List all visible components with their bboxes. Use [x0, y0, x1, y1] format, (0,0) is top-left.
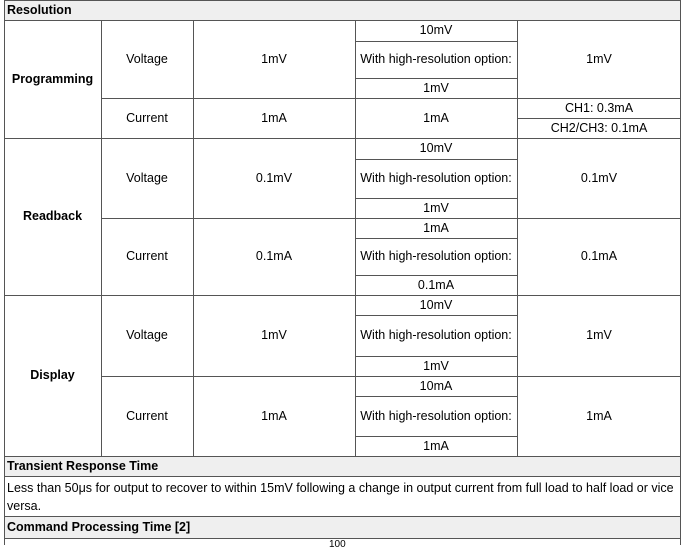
rule: [355, 356, 517, 357]
programming-current-resolution: 1mA: [261, 110, 287, 125]
readback-current-standard: 1mA: [423, 220, 449, 235]
readback-current-option-note: With high-resolution option:: [360, 249, 512, 263]
readback-current-high-res: 0.1mA: [417, 277, 455, 292]
rule: [4, 538, 681, 539]
readback-voltage-standard: 10mV: [419, 141, 453, 155]
readback-voltage-option-note: With high-resolution option:: [360, 171, 512, 185]
display-voltage-standard: 10mV: [419, 297, 453, 312]
transient-title: Transient Response Time: [7, 459, 159, 473]
rule: [355, 41, 517, 42]
rule: [355, 159, 517, 160]
rule: [355, 238, 517, 239]
readback-voltage-col5: 0.1mV: [580, 170, 618, 185]
programming-voltage-option-note: With high-resolution option:: [360, 52, 512, 66]
rule: [101, 218, 681, 219]
col-rule: [355, 20, 356, 456]
group-label-display: Display: [30, 368, 75, 382]
rule: [4, 295, 681, 296]
resolution-header: [4, 0, 681, 20]
group-label-readback: Readback: [22, 209, 83, 223]
transient-description: Less than 50μs for output to recover to within 15mV following a change in output current from full load to half load or vice versa.: [7, 481, 674, 513]
rule: [4, 20, 681, 21]
display-voltage-resolution: 1mV: [261, 328, 287, 342]
resolution-title: Resolution: [7, 3, 72, 17]
display-current-high-res: 1mA: [423, 438, 449, 453]
rule: [355, 78, 517, 79]
rule: [355, 275, 517, 276]
programming-current-ch2-ch3: CH2/CH3: 0.1mA: [550, 120, 648, 135]
display-voltage-col5: 1mV: [586, 328, 612, 342]
rule: [4, 456, 681, 457]
next-line-peek: 100: [329, 539, 346, 550]
transient-header: [4, 456, 681, 476]
col-rule: [193, 20, 194, 456]
border-left: [4, 0, 5, 545]
rule: [355, 436, 517, 437]
rule: [101, 98, 681, 99]
programming-current-label: Current: [126, 110, 168, 125]
programming-voltage-col5: 1mV: [586, 51, 612, 66]
display-current-col5: 1mA: [586, 408, 612, 423]
programming-current-ch1: CH1: 0.3mA: [564, 100, 634, 115]
display-current-label: Current: [126, 408, 168, 423]
border-top: [4, 0, 681, 1]
display-current-option-note: With high-resolution option:: [360, 408, 512, 423]
readback-voltage-resolution: 0.1mV: [255, 170, 293, 185]
rule: [4, 138, 681, 139]
rule: [101, 376, 681, 377]
readback-voltage-label: Voltage: [126, 170, 168, 185]
display-current-standard: 10mA: [419, 378, 453, 393]
rule: [355, 198, 517, 199]
readback-current-col5: 0.1mA: [580, 249, 618, 263]
col-rule: [101, 20, 102, 456]
programming-voltage-label: Voltage: [126, 51, 168, 66]
programming-voltage-resolution: 1mV: [261, 51, 287, 66]
spec-table: [4, 0, 681, 550]
readback-current-resolution: 0.1mA: [255, 249, 293, 263]
command-title: Command Processing Time [2]: [7, 520, 191, 534]
rule: [4, 476, 681, 477]
command-header: [4, 516, 681, 538]
rule: [355, 396, 517, 397]
rule: [4, 516, 681, 517]
display-voltage-label: Voltage: [126, 328, 168, 342]
display-current-resolution: 1mA: [261, 408, 287, 423]
col-rule: [517, 20, 518, 456]
display-voltage-option-note: With high-resolution option:: [360, 328, 512, 342]
display-voltage-high-res: 1mV: [423, 358, 449, 373]
border-right: [680, 0, 681, 545]
programming-current-col4: 1mA: [423, 110, 449, 125]
rule: [517, 118, 681, 119]
readback-current-label: Current: [126, 249, 168, 263]
programming-voltage-high-res: 1mV: [423, 80, 449, 95]
group-label-programming: Programming: [11, 71, 94, 86]
rule: [355, 315, 517, 316]
readback-voltage-high-res: 1mV: [423, 200, 449, 215]
programming-voltage-standard: 10mV: [419, 23, 453, 37]
